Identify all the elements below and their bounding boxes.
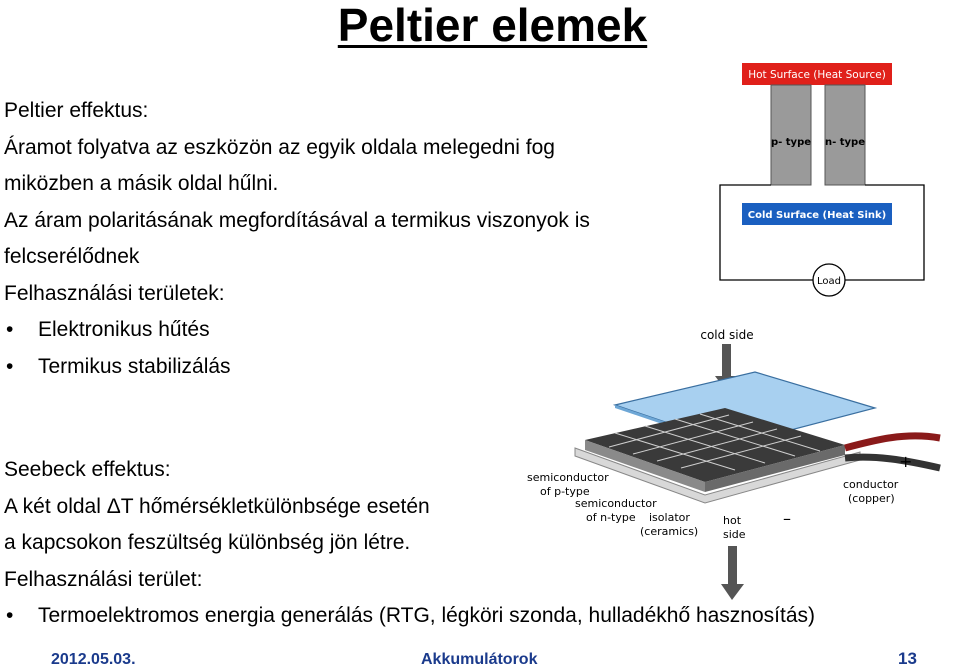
peltier-module-diagram	[515, 320, 960, 610]
seebeck-line2: a kapcsokon feszültség különbség jön létre.	[4, 531, 411, 554]
semiconductor-p-label-line2: of p-type	[540, 485, 590, 498]
seebeck-line1-end: hőmérsékletkülönbsége esetén	[133, 494, 430, 518]
hot-arrow-shaft	[728, 546, 737, 586]
semiconductor-n-label-line2: of n-type	[586, 511, 636, 524]
n-type-leg	[825, 85, 865, 185]
cold-side-label: cold side	[700, 328, 754, 342]
footer-date: 2012.05.03.	[51, 651, 136, 668]
p-type-leg	[771, 85, 811, 185]
conductor-wire-negative	[845, 457, 940, 468]
minus-sign: –	[783, 509, 791, 528]
n-type-label: n- type	[825, 137, 865, 148]
list-item: • Termoelektromos energia generálás (RTG, légköri szonda, hulladékhő hasznosítás)	[4, 598, 815, 635]
seebeck-heading: Seebeck effektus:	[4, 458, 171, 481]
list-item: • Termikus stabilizálás	[4, 349, 590, 386]
plus-sign: +	[899, 452, 913, 471]
peltier-line2: miközben a másik oldal hűlni.	[4, 172, 279, 195]
page-number: 13	[898, 649, 917, 668]
peltier-heading: Peltier effektus:	[4, 99, 149, 122]
peltier-line4: felcserélődnek	[4, 245, 140, 268]
footer-title: Akkumulátorok	[421, 651, 538, 668]
right-wire	[844, 185, 924, 280]
conductor-label-line1: conductor	[843, 478, 899, 491]
delta-t-symbol: ΔT	[106, 494, 134, 518]
peltier-uses-heading: Felhasználási területek:	[4, 281, 225, 305]
peltier-line1: Áramot folyatva az eszközön az egyik oldala melegedni fog	[4, 135, 555, 159]
peltier-circuit-diagram	[718, 55, 958, 300]
isolator-label-line2: (ceramics)	[640, 525, 699, 538]
page-title: Peltier elemek	[337, 0, 648, 51]
peltier-section	[4, 93, 590, 385]
semiconductor-n-label-line1: semiconductor	[575, 497, 657, 510]
hot-side-label-line1: hot	[723, 514, 742, 527]
seebeck-uses-heading: Felhasználási terület:	[4, 567, 203, 591]
conductor-label-line2: (copper)	[848, 492, 895, 505]
semiconductor-p-label-line1: semiconductor	[527, 471, 609, 484]
conductor-wire-positive	[845, 436, 940, 448]
peltier-uses-list	[4, 312, 590, 385]
hot-side-label-line2: side	[723, 528, 746, 541]
hot-arrow-head	[721, 584, 744, 600]
seebeck-line1-start: A két oldal	[4, 494, 107, 518]
hot-surface-label: Hot Surface (Heat Source)	[748, 69, 886, 81]
cold-surface-label: Cold Surface (Heat Sink)	[747, 210, 887, 221]
load-label: Load	[817, 276, 841, 287]
peltier-line3: Az áram polaritásának megfordításával a termikus viszonyok is	[4, 208, 590, 232]
left-wire	[720, 185, 814, 280]
p-type-label: p- type	[770, 137, 812, 148]
isolator-label-line1: isolator	[649, 511, 690, 524]
cold-arrow-shaft	[722, 344, 731, 378]
list-item: • Elektronikus hűtés	[4, 312, 590, 349]
